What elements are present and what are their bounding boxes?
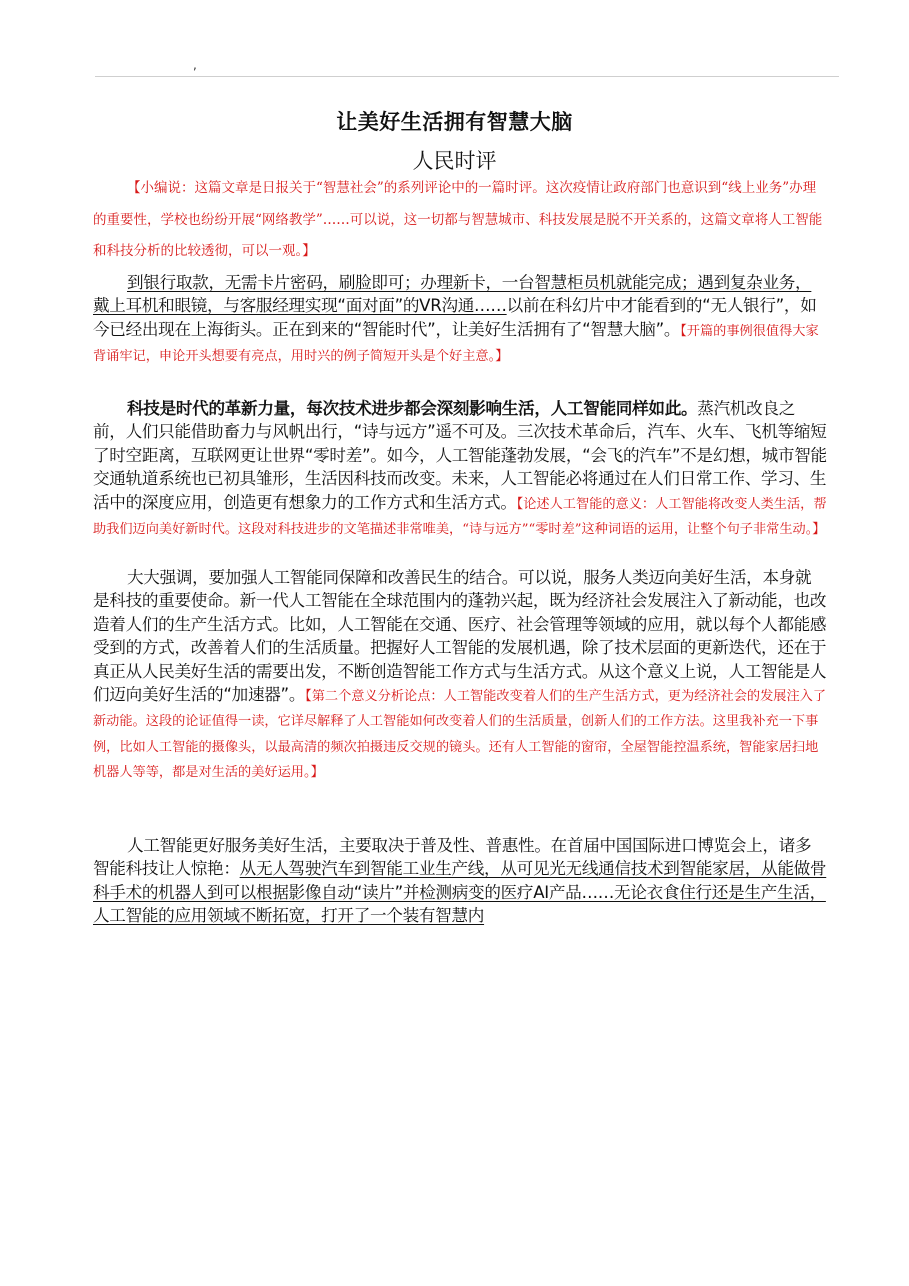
paragraph-4-underlined: 从无人驾驶汽车到智能工业生产线，从可见光无线通信技术到智能家居，从能做骨科手术的机器人到可以根据影像自动“读片”并检测病变的医疗AI产品……无论衣食住行还是生产生活，人工智能的应用领域不断拓宽，打开了一个装有智慧内 (93, 859, 827, 926)
paragraph-4 (93, 834, 827, 928)
paragraph-2 (93, 397, 827, 541)
paragraph-4-text: 人工智能更好服务美好生活，主要取决于普及性、普惠性。在首届中国国际进口博览会上，诸多智能科技让人惊艳： (93, 836, 812, 879)
paragraph-2-text: 蒸汽机改良之前，人们只能借助畜力与风帆出行，“诗与远方”遥不可及。三次技术革命后，汽车、火车、飞机等缩短了时空距离，互联网更让世界“零时差”。如今，人工智能蓬勃发展，“会飞的汽车”不是幻想，城市智能交通轨道系统也已初具雏形，生活因科技而改变。未来，人工智能必将通过在人们日常工作、学习、生活中的深度应用，创造更有想象力的工作方式和生活方式。 (93, 399, 827, 512)
paragraph-1-note: 【开篇的事例很值得大家背诵牢记，申论开头想要有亮点，用时兴的例子简短开头是个好主意。】 (93, 323, 819, 365)
article-title: 让美好生活拥有智慧大脑 (336, 110, 573, 134)
header-mark: , (193, 58, 197, 72)
paragraph-1 (93, 271, 827, 369)
editor-note (93, 173, 827, 268)
paragraph-2-note: 【论述人工智能的意义：人工智能将改变人类生活，帮助我们迈向美好新时代。这段对科技进步的文笔描述非常唯美，“诗与远方”“零时差”这种词语的运用，让整个句子非常生动。】 (93, 496, 827, 538)
editor-note-text: 【小编说：这篇文章是日报关于“智慧社会”的系列评论中的一篇时评。这次疫情让政府部门也意识到“线上业务”办理的重要性，学校也纷纷开展“网络教学”……可以说，这一切都与智慧城市、科技发展是脱不开关系的，这篇文章将人工智能和科技分析的比较透彻，可以一观。】 (93, 180, 823, 259)
paragraph-2-bold: 科技是时代的革新力量，每次技术进步都会深刻影响生活，人工智能同样如此。 (127, 399, 698, 418)
paragraph-3-text: 大大强调，要加强人工智能同保障和改善民生的结合。可以说，服务人类迈向美好生活，本身就是科技的重要使命。新一代人工智能在全球范围内的蓬勃兴起，既为经济社会发展注入了新动能，也改造着人们的生产生活方式。比如，人工智能在交通、医疗、社会管理等领域的应用，就以每个人都能感受到的方式，改善着人们的生活质量。把握好人工智能的发展机遇，除了技术层面的更新迭代，还在于真正从人民美好生活的需要出发，不断创造智能工作方式与生活方式。从这个意义上说，人工智能是人们迈向美好生活的“加速器”。 (93, 568, 827, 705)
article-subtitle: 人民时评 (412, 149, 497, 173)
paragraph-1-underlined: 到银行取款，无需卡片密码，刷脸即可；办理新卡，一台智慧柜员机就能完成；遇到复杂业务，戴上耳机和眼镜，与客服经理实现“面对面”的VR沟通…… (93, 273, 812, 316)
paragraph-1-text: 以前在科幻片中才能看到的“无人银行”，如今已经出现在上海街头。正在到来的“智能时代”，让美好生活拥有了“智慧大脑”。 (93, 296, 817, 339)
paragraph-3-note: 【第二个意义分析论点：人工智能改变着人们的生产生活方式，更为经济社会的发展注入了新动能。这段的论证值得一读，它详尽解释了人工智能如何改变着人们的生活质量，创新人们的工作方法。这里我补充一下事例，比如人工智能的摄像头，以最高清的频次拍摄违反交规的镜头。还有人工智能的窗帘，全屋智能控温系统，智能家居扫地机器人等等，都是对生活的美好运用。】 (93, 689, 827, 781)
paragraph-3 (93, 566, 827, 785)
header-rule (95, 76, 839, 77)
